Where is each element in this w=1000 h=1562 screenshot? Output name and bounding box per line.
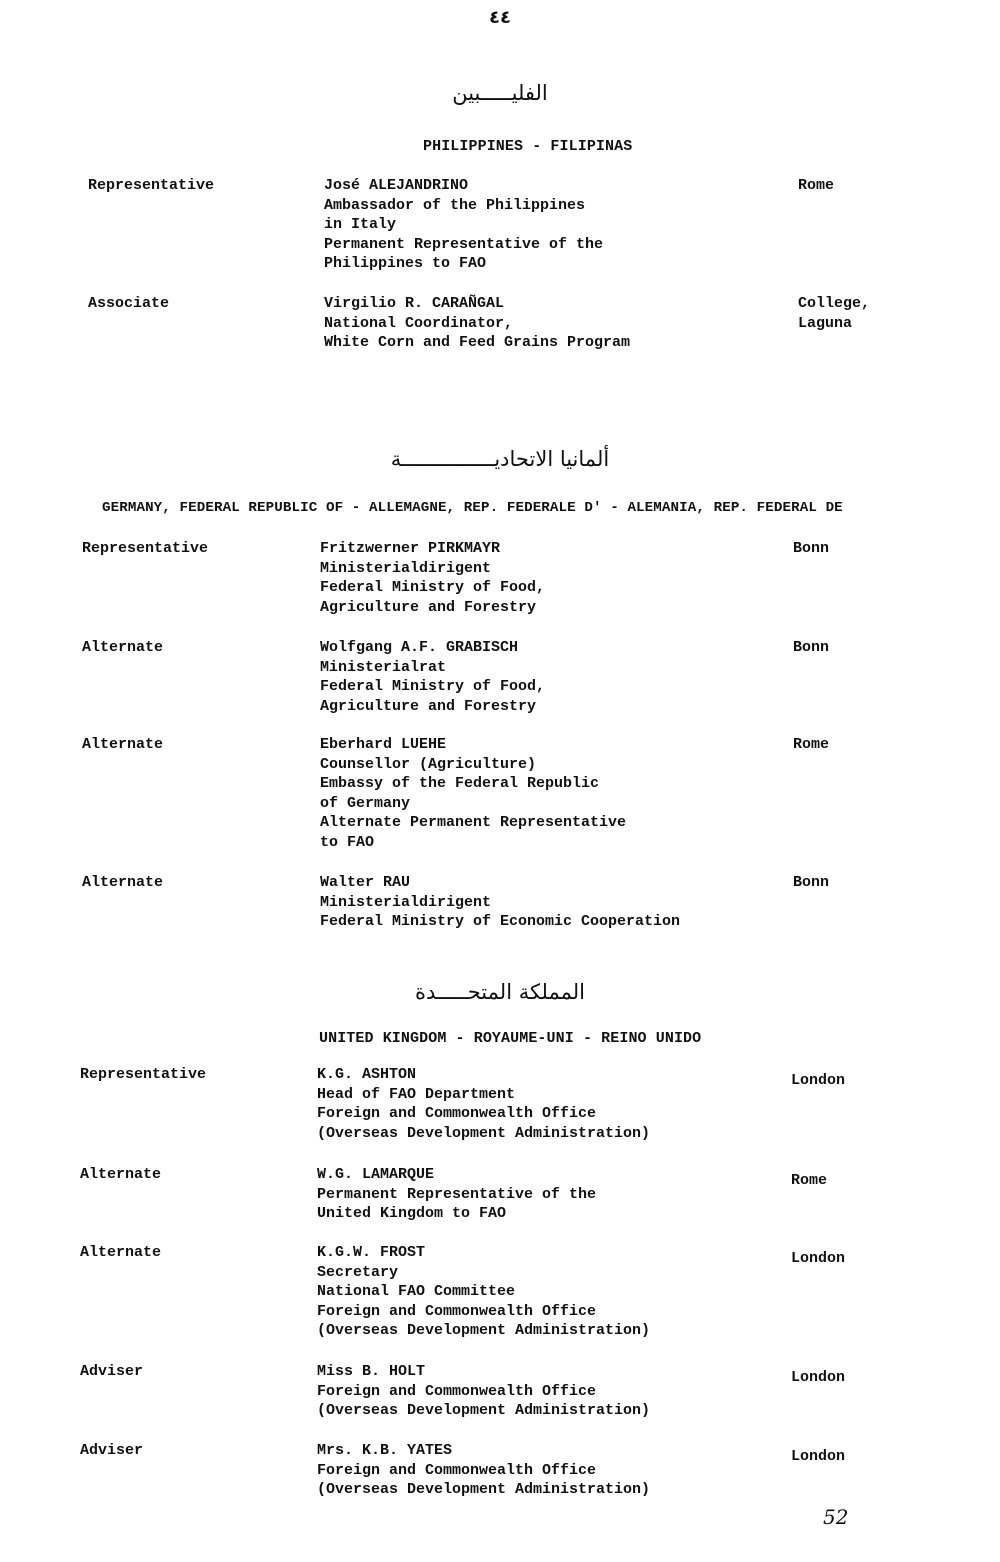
delegate-city (791, 1071, 845, 1091)
delegate-city-line: London (791, 1448, 846, 1465)
delegate-detail-line: Ambassador of the Philippines (324, 196, 586, 214)
delegate-city-line: Bonn (793, 639, 830, 656)
delegate-details (317, 1243, 650, 1341)
delegate-city-line: London (791, 1369, 846, 1386)
delegate-detail-line: Agriculture and Forestry (320, 697, 537, 715)
delegate-city-line: Rome (791, 1172, 828, 1189)
delegate-detail-line: to FAO (320, 833, 375, 851)
delegate-city-line: Bonn (793, 874, 830, 891)
delegate-name: Walter RAU (320, 874, 411, 891)
delegate-details (320, 735, 626, 853)
delegate-detail-line: Foreign and Commonwealth Office (317, 1461, 597, 1479)
delegate-name: Fritzwerner PIRKMAYR (320, 540, 501, 557)
delegate-role: Adviser (80, 1442, 144, 1459)
delegate-city (798, 294, 870, 333)
delegate-city (798, 176, 834, 196)
delegate-detail-line: United Kingdom to FAO (317, 1205, 507, 1223)
delegate-city (791, 1447, 845, 1467)
delegate-role: Representative (88, 177, 215, 194)
delegate-detail-line: Philippines to FAO (324, 255, 487, 273)
delegate-role: Alternate (82, 639, 164, 656)
section-country-germany: GERMANY, FEDERAL REPUBLIC OF - ALLEMAGNE, REP. FEDERALE D' - ALEMANIA, REP. FEDERAL DE (102, 500, 843, 516)
delegate-detail-line: Secretary (317, 1263, 399, 1281)
delegate-city-line: London (791, 1072, 846, 1089)
delegate-role: Representative (80, 1066, 207, 1083)
section-arabic-title-uk: المملكة المتحـــــدة (414, 980, 586, 1004)
delegate-detail-line: National FAO Committee (317, 1283, 516, 1301)
delegate-role: Adviser (80, 1363, 144, 1380)
delegate-detail-line: Foreign and Commonwealth Office (317, 1382, 597, 1400)
delegate-detail-line: in Italy (324, 216, 397, 234)
delegate-name: Mrs. K.B. YATES (317, 1442, 453, 1459)
section-arabic-title-philippines: الفليـــــبين (452, 81, 548, 105)
page-number-bottom: 52 (823, 1505, 849, 1529)
delegate-city (791, 1171, 827, 1191)
delegate-detail-line: Federal Ministry of Food, (320, 579, 546, 597)
delegate-role: Alternate (82, 874, 164, 891)
delegate-detail-line: (Overseas Development Administration) (317, 1402, 651, 1420)
delegate-details (320, 638, 545, 716)
delegate-city-line: College, (798, 295, 871, 312)
delegate-role: Associate (88, 295, 170, 312)
delegate-role: Representative (82, 540, 209, 557)
delegate-city-line: London (791, 1250, 846, 1267)
delegate-name: Virgilio R. CARAÑGAL (324, 295, 505, 312)
delegate-city-line: Laguna (798, 314, 853, 332)
delegate-detail-line: Counsellor (Agriculture) (320, 755, 537, 773)
section-country-philippines: PHILIPPINES - FILIPINAS (423, 138, 633, 155)
delegate-name: Miss B. HOLT (317, 1363, 426, 1380)
delegate-details (317, 1441, 650, 1500)
delegate-detail-line: Permanent Representative of the (317, 1185, 597, 1203)
delegate-details (320, 873, 680, 932)
delegate-details (324, 176, 603, 274)
delegate-detail-line: Federal Ministry of Economic Cooperation (320, 913, 681, 931)
delegate-name: Wolfgang A.F. GRABISCH (320, 639, 519, 656)
delegate-city-line: Rome (798, 177, 835, 194)
delegate-city-line: Rome (793, 736, 830, 753)
delegate-details (317, 1362, 650, 1421)
delegate-city (791, 1368, 845, 1388)
delegate-city (793, 735, 829, 755)
delegate-city (793, 539, 829, 559)
section-country-uk: UNITED KINGDOM - ROYAUME-UNI - REINO UNIDO (319, 1030, 702, 1047)
delegate-detail-line: Federal Ministry of Food, (320, 678, 546, 696)
delegate-detail-line: Embassy of the Federal Republic (320, 775, 600, 793)
delegate-details (320, 539, 545, 617)
section-arabic-title-germany: ألمانيا الاتحاديـــــــــــــــة (390, 447, 610, 471)
delegate-detail-line: Ministerialdirigent (320, 893, 492, 911)
delegate-detail-line: Alternate Permanent Representative (320, 814, 627, 832)
delegate-role: Alternate (80, 1244, 162, 1261)
delegate-detail-line: White Corn and Feed Grains Program (324, 334, 631, 352)
delegate-detail-line: National Coordinator, (324, 314, 514, 332)
delegate-detail-line: Foreign and Commonwealth Office (317, 1302, 597, 1320)
delegate-role: Alternate (80, 1166, 162, 1183)
delegate-detail-line: Foreign and Commonwealth Office (317, 1105, 597, 1123)
delegate-details (317, 1165, 596, 1224)
delegate-detail-line: (Overseas Development Administration) (317, 1124, 651, 1142)
delegate-detail-line: Ministerialdirigent (320, 559, 492, 577)
delegate-name: W.G. LAMARQUE (317, 1166, 435, 1183)
delegate-detail-line: (Overseas Development Administration) (317, 1322, 651, 1340)
delegate-detail-line: of Germany (320, 794, 411, 812)
delegate-detail-line: Head of FAO Department (317, 1085, 516, 1103)
delegate-name: Eberhard LUEHE (320, 736, 447, 753)
delegate-details (324, 294, 630, 353)
delegate-detail-line: Agriculture and Forestry (320, 598, 537, 616)
delegate-detail-line: Permanent Representative of the (324, 235, 604, 253)
delegate-details (317, 1065, 650, 1143)
delegate-city (793, 873, 829, 893)
page-number-top: ٤٤ (489, 7, 511, 28)
delegate-city (791, 1249, 845, 1269)
delegate-name: José ALEJANDRINO (324, 177, 469, 194)
delegate-detail-line: (Overseas Development Administration) (317, 1481, 651, 1499)
delegate-city (793, 638, 829, 658)
delegate-name: K.G. ASHTON (317, 1066, 417, 1083)
delegate-city-line: Bonn (793, 540, 830, 557)
delegate-detail-line: Ministerialrat (320, 658, 447, 676)
delegate-name: K.G.W. FROST (317, 1244, 426, 1261)
delegate-role: Alternate (82, 736, 164, 753)
